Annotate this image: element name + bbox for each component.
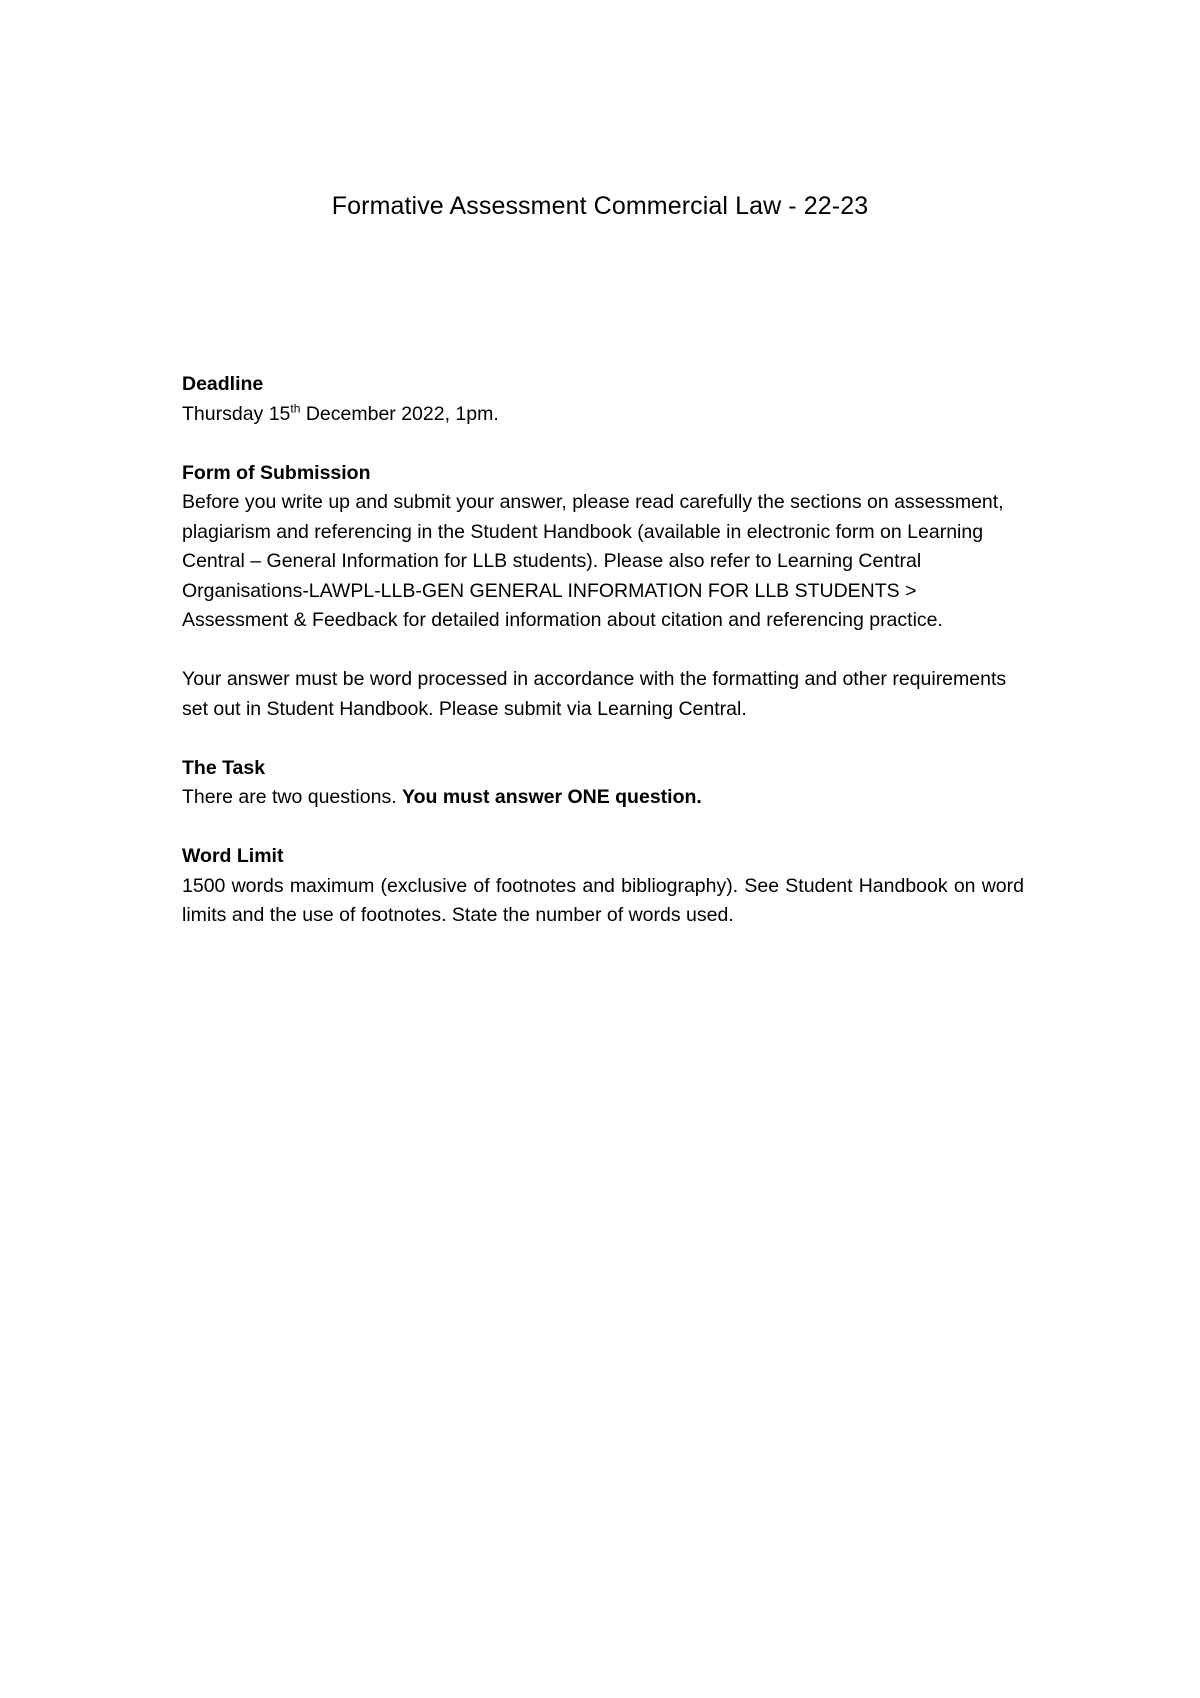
submission-paragraph-2: Your answer must be word processed in accordance with the formatting and other requirements set out in Student Handbook. Please submit via Learning Central. bbox=[182, 668, 1007, 720]
submission-section bbox=[182, 459, 1024, 725]
deadline-date-start: Thursday 15 bbox=[182, 402, 291, 425]
word-limit-text: 1500 words maximum (exclusive of footnotes and bibliography). See Student Handbook on word limits and the use of footnotes. State the number of words used. bbox=[182, 874, 1024, 926]
deadline-heading: Deadline bbox=[182, 373, 264, 395]
task-heading: The Task bbox=[182, 756, 266, 779]
deadline-date-end: December 2022, 1pm. bbox=[300, 402, 499, 425]
document-title-text: Formative Assessment Commercial Law - 22-23 bbox=[331, 192, 869, 220]
submission-heading: Form of Submission bbox=[182, 461, 371, 484]
deadline-text bbox=[182, 400, 1024, 430]
task-section bbox=[182, 754, 1024, 813]
word-limit-section bbox=[182, 842, 1024, 931]
document-title bbox=[0, 192, 1200, 221]
task-text bbox=[182, 783, 1024, 813]
task-text-emphasis: You must answer ONE question. bbox=[402, 786, 702, 808]
deadline-section bbox=[182, 370, 1024, 429]
deadline-ordinal-suffix: th bbox=[290, 401, 301, 415]
submission-paragraph-1: Before you write up and submit your answer, please read carefully the sections on assessment, plagiarism and referencing in the Student Handbook (available in electronic form on Learning Central – General Information for LLB students). Please also refer to Learning Central Organisations-LAWPL-LLB-GEN GENERAL INFORMATION FOR LLB STUDENTS > Assessment & Feedback for detailed information about citation and referencing practice. bbox=[182, 491, 1004, 631]
document-body bbox=[182, 370, 1024, 960]
task-text-plain: There are two questions. bbox=[182, 786, 403, 808]
word-limit-heading: Word Limit bbox=[182, 845, 284, 867]
